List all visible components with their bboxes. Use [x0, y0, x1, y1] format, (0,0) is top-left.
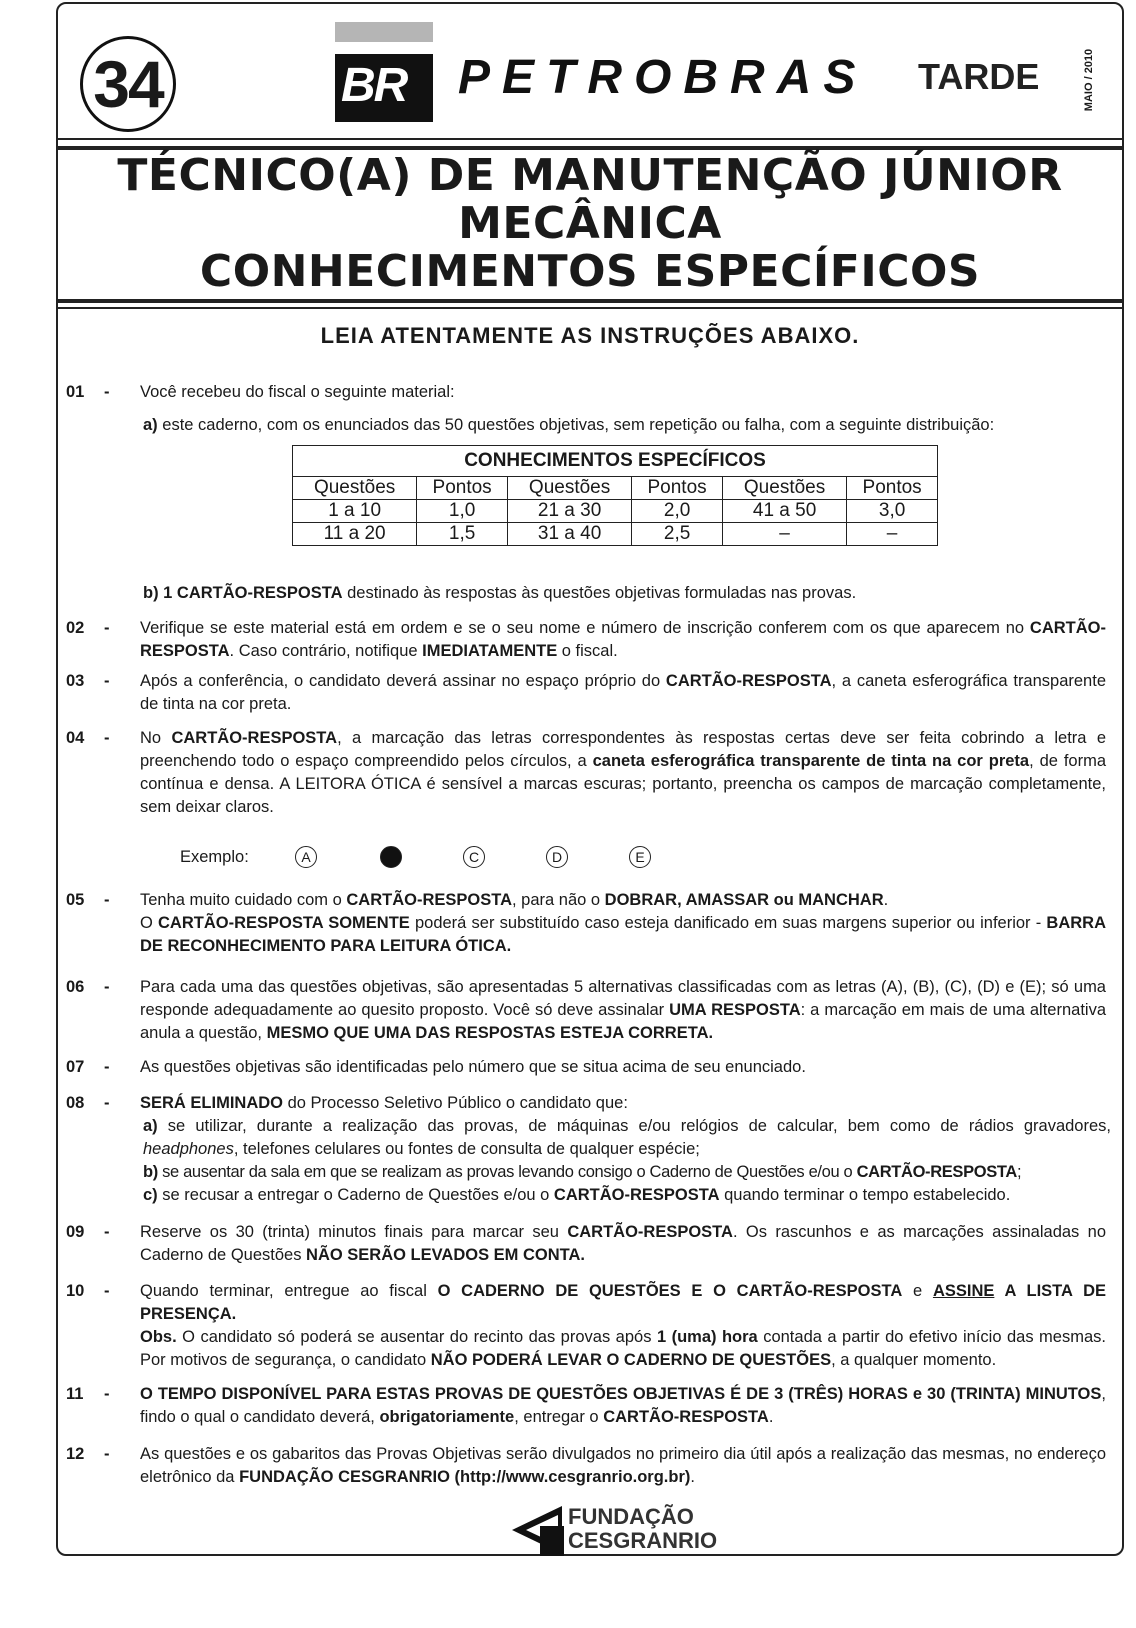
br-logo-bar — [335, 22, 433, 42]
title-line-1: TÉCNICO(A) DE MANUTENÇÃO JÚNIOR — [117, 150, 1063, 201]
example-label: Exemplo: — [180, 848, 249, 866]
item-text: Verifique se este material está em ordem e se o seu nome e número de inscrição conferem com os que aparecem no CARTÃO-RESPOSTA. Caso contrário, notifique IMEDIATAMENTE o fiscal. — [140, 619, 1106, 660]
table-cell: 2,0 — [632, 500, 723, 523]
item-number: 03 — [66, 672, 85, 690]
example-bubble-d: D — [546, 846, 568, 868]
sub-label: a) — [143, 416, 158, 434]
instruction-08a: a) se utilizar, durante a realização das provas, de máquinas e/ou relógios de calcular, bem como de rádios gravadores, headphones, telefones celulares ou fontes de consulta de qualquer espécie; — [143, 1117, 1111, 1158]
title-line-3: CONHECIMENTOS ESPECÍFICOS — [199, 246, 981, 297]
instruction-05: 05 - Tenha muito cuidado com o CARTÃO-RESPOSTA, para não o DOBRAR, AMASSAR ou MANCHAR. O CARTÃO-RESPOSTA SOMENTE poderá ser substituído caso esteja danificado em suas margens superior ou inferior - BARRA DE RECONHECIMENTO PARA LEITURA ÓTICA. — [66, 889, 1116, 958]
item-number: 05 — [66, 891, 85, 909]
br-logo — [335, 54, 433, 122]
table-title: CONHECIMENTOS ESPECÍFICOS — [293, 446, 938, 477]
exam-date: MAIO / 2010 — [1083, 48, 1095, 112]
instruction-07: 07 - As questões objetivas são identificadas pelo número que se situa acima de seu enunciado. — [66, 1056, 1116, 1079]
table-cell: 41 a 50 — [722, 500, 846, 523]
table-row — [293, 523, 938, 546]
table-cell: 31 a 40 — [507, 523, 631, 546]
example-bubble-e: E — [629, 846, 651, 868]
item-text: As questões objetivas são identificadas pelo número que se situa acima de seu enunciado. — [140, 1058, 806, 1076]
exam-number-badge: 34 — [80, 36, 176, 132]
item-number: 09 — [66, 1223, 85, 1241]
sub-text: destinado às respostas às questões objetivas formuladas nas provas. — [342, 584, 857, 602]
instruction-11: 11 - O TEMPO DISPONÍVEL PARA ESTAS PROVAS DE QUESTÕES OBJETIVAS É DE 3 (TRÊS) HORAS e 30 (TRINTA) MINUTOS, findo o qual o candidato deverá, obrigatoriamente, entregar o CARTÃO-RESPOSTA. — [66, 1383, 1116, 1429]
item-text: Quando terminar, entregue ao fiscal O CADERNO DE QUESTÕES E O CARTÃO-RESPOSTA e ASSINE A LISTA DE PRESENÇA. Obs. O candidato só poderá se ausentar do recinto das provas após 1 (uma) hora contada a partir do efetivo início das mesmas. Por motivos de segurança, o candidato NÃO PODERÁ LEVAR O CADERNO DE QUESTÕES, a qualquer momento. — [140, 1282, 1106, 1369]
table-cell: 1,5 — [417, 523, 508, 546]
item-number: 02 — [66, 619, 85, 637]
item-text: Tenha muito cuidado com o CARTÃO-RESPOSTA, para não o DOBRAR, AMASSAR ou MANCHAR. O CARTÃO-RESPOSTA SOMENTE poderá ser substituído caso esteja danificado em suas margens superior ou inferior - BARRA DE RECONHECIMENTO PARA LEITURA ÓTICA. — [140, 891, 1106, 955]
footer-line-1: FUNDAÇÃO — [568, 1504, 694, 1529]
col-header: Questões — [507, 477, 631, 500]
item-number: 04 — [66, 729, 85, 747]
item-number: 12 — [66, 1445, 85, 1463]
item-text: No CARTÃO-RESPOSTA, a marcação das letras correspondentes às respostas certas deve ser feita cobrindo a letra e preenchendo todo o espaço compreendido pelos círculos, a caneta esferográfica transparente de tinta na cor preta, de forma contínua e densa. A LEITORA ÓTICA é sensível a marcas escuras; portanto, preencha os campos de marcação completamente, sem deixar claros. — [140, 729, 1106, 816]
col-header: Questões — [293, 477, 417, 500]
table-cell: – — [722, 523, 846, 546]
cesgranrio-arrow-icon — [512, 1504, 566, 1556]
instructions-heading: LEIA ATENTAMENTE AS INSTRUÇÕES ABAIXO. — [320, 323, 860, 348]
table-cell: 11 a 20 — [293, 523, 417, 546]
instruction-08c: c) se recusar a entregar o Caderno de Questões e/ou o CARTÃO-RESPOSTA quando terminar o tempo estabelecido. — [143, 1186, 1011, 1204]
instruction-08: 08 - SERÁ ELIMINADO do Processo Seletivo Público o candidato que: — [66, 1092, 1116, 1115]
instruction-09: 09 - Reserve os 30 (trinta) minutos finais para marcar seu CARTÃO-RESPOSTA. Os rascunhos e as marcações assinaladas no Caderno de Questões NÃO SERÃO LEVADOS EM CONTA. — [66, 1221, 1116, 1267]
item-text: Reserve os 30 (trinta) minutos finais para marcar seu CARTÃO-RESPOSTA. Os rascunhos e as marcações assinaladas no Caderno de Questões NÃO SERÃO LEVADOS EM CONTA. — [140, 1223, 1107, 1264]
brand-name: PETROBRAS — [458, 51, 868, 104]
header-divider — [58, 138, 1122, 140]
instruction-04: 04 - No CARTÃO-RESPOSTA, a marcação das letras correspondentes às respostas certas deve ser feita cobrindo a letra e preenchendo todo o espaço compreendido pelos círculos, a caneta esferográfica transparente de tinta na cor preta, de forma contínua e densa. A LEITORA ÓTICA é sensível a marcas escuras; portanto, preencha os campos de marcação completamente, sem deixar claros. — [66, 727, 1116, 819]
item-number: 07 — [66, 1058, 85, 1076]
header — [58, 4, 1122, 139]
table-cell: 1 a 10 — [293, 500, 417, 523]
table-cell: 21 a 30 — [507, 500, 631, 523]
sub-text: este caderno, com os enunciados das 50 questões objetivas, sem repetição ou falha, com a seguinte distribuição: — [162, 416, 995, 434]
table-cell: 1,0 — [417, 500, 508, 523]
item-number: 01 — [66, 383, 85, 401]
instruction-06: 06 - Para cada uma das questões objetivas, são apresentadas 5 alternativas classificadas com as letras (A), (B), (C), (D) e (E); só uma responde adequadamente ao quesito proposto. Você só deve assinalar UMA RESPOSTA: a marcação em mais de uma alternativa anula a questão, MESMO QUE UMA DAS RESPOSTAS ESTEJA CORRETA. — [66, 976, 1116, 1045]
col-header: Pontos — [632, 477, 723, 500]
item-text: O TEMPO DISPONÍVEL PARA ESTAS PROVAS DE QUESTÕES OBJETIVAS É DE 3 (TRÊS) HORAS e 30 (TRINTA) MINUTOS, findo o qual o candidato deverá, obrigatoriamente, entregar o CARTÃO-RESPOSTA. — [140, 1385, 1106, 1426]
table-row — [293, 500, 938, 523]
table-header-row — [293, 477, 938, 500]
item-text: Após a conferência, o candidato deverá assinar no espaço próprio do CARTÃO-RESPOSTA, a caneta esferográfica transparente de tinta na cor preta. — [140, 672, 1106, 713]
sub-label: b) 1 CARTÃO-RESPOSTA — [143, 584, 343, 602]
title-divider-thick — [58, 299, 1122, 303]
instruction-01a — [143, 414, 1113, 437]
distribution-table — [292, 445, 938, 546]
instruction-10: 10 - Quando terminar, entregue ao fiscal O CADERNO DE QUESTÕES E O CARTÃO-RESPOSTA e ASSINE A LISTA DE PRESENÇA. Obs. O candidato só poderá se ausentar do recinto das provas após 1 (uma) hora contada a partir do efetivo início das mesmas. Por motivos de segurança, o candidato NÃO PODERÁ LEVAR O CADERNO DE QUESTÕES, a qualquer momento. — [66, 1280, 1116, 1372]
instruction-01b — [143, 582, 1113, 605]
exam-shift: TARDE — [918, 56, 1040, 97]
footer-line-2: CESGRANRIO — [568, 1528, 718, 1553]
exam-title — [58, 152, 1122, 296]
table-cell: 2,5 — [632, 523, 723, 546]
table-cell: – — [847, 523, 938, 546]
instruction-02: 02 - Verifique se este material está em ordem e se o seu nome e número de inscrição conferem com os que aparecem no CARTÃO-RESPOSTA. Caso contrário, notifique IMEDIATAMENTE o fiscal. — [66, 617, 1116, 663]
instruction-08b: b) se ausentar da sala em que se realizam as provas levando consigo o Caderno de Questões e/ou o CARTÃO-RESPOSTA; — [143, 1163, 1022, 1181]
col-header: Questões — [722, 477, 846, 500]
table-cell: 3,0 — [847, 500, 938, 523]
title-line-2: MECÂNICA — [458, 198, 722, 249]
col-header: Pontos — [847, 477, 938, 500]
instruction-01: 01 - Você recebeu do fiscal o seguinte material: — [66, 381, 1116, 404]
instruction-12: 12 - As questões e os gabaritos das Provas Objetivas serão divulgados no primeiro dia útil após a realização das mesmas, no endereço eletrônico da FUNDAÇÃO CESGRANRIO (http://www.cesgranrio.org.br). — [66, 1443, 1116, 1489]
title-divider — [58, 307, 1122, 309]
br-logo-text: BR — [341, 59, 407, 112]
instruction-03: 03 - Após a conferência, o candidato deverá assinar no espaço próprio do CARTÃO-RESPOSTA, a caneta esferográfica transparente de tinta na cor preta. — [66, 670, 1116, 716]
col-header: Pontos — [417, 477, 508, 500]
item-number: 11 — [66, 1385, 84, 1403]
example-bubble-filled — [380, 846, 402, 868]
item-text: Você recebeu do fiscal o seguinte material: — [140, 383, 455, 401]
item-text: As questões e os gabaritos das Provas Objetivas serão divulgados no primeiro dia útil após a realização das mesmas, no endereço eletrônico da FUNDAÇÃO CESGRANRIO (http://www.cesgranrio.org.br). — [140, 1445, 1106, 1486]
item-number: 08 — [66, 1094, 85, 1112]
item-number: 06 — [66, 978, 85, 996]
item-text: SERÁ ELIMINADO do Processo Seletivo Público o candidato que: — [140, 1094, 628, 1112]
example-bubble-c: C — [463, 846, 485, 868]
item-number: 10 — [66, 1282, 85, 1300]
item-text: Para cada uma das questões objetivas, são apresentadas 5 alternativas classificadas com as letras (A), (B), (C), (D) e (E); só uma responde adequadamente ao quesito proposto. Você só deve assinalar UMA RESPOSTA: a marcação em mais de uma alternativa anula a questão, MESMO QUE UMA DAS RESPOSTAS ESTEJA CORRETA. — [140, 978, 1106, 1042]
example-bubble-a: A — [295, 846, 317, 868]
cesgranrio-logo — [512, 1504, 718, 1556]
